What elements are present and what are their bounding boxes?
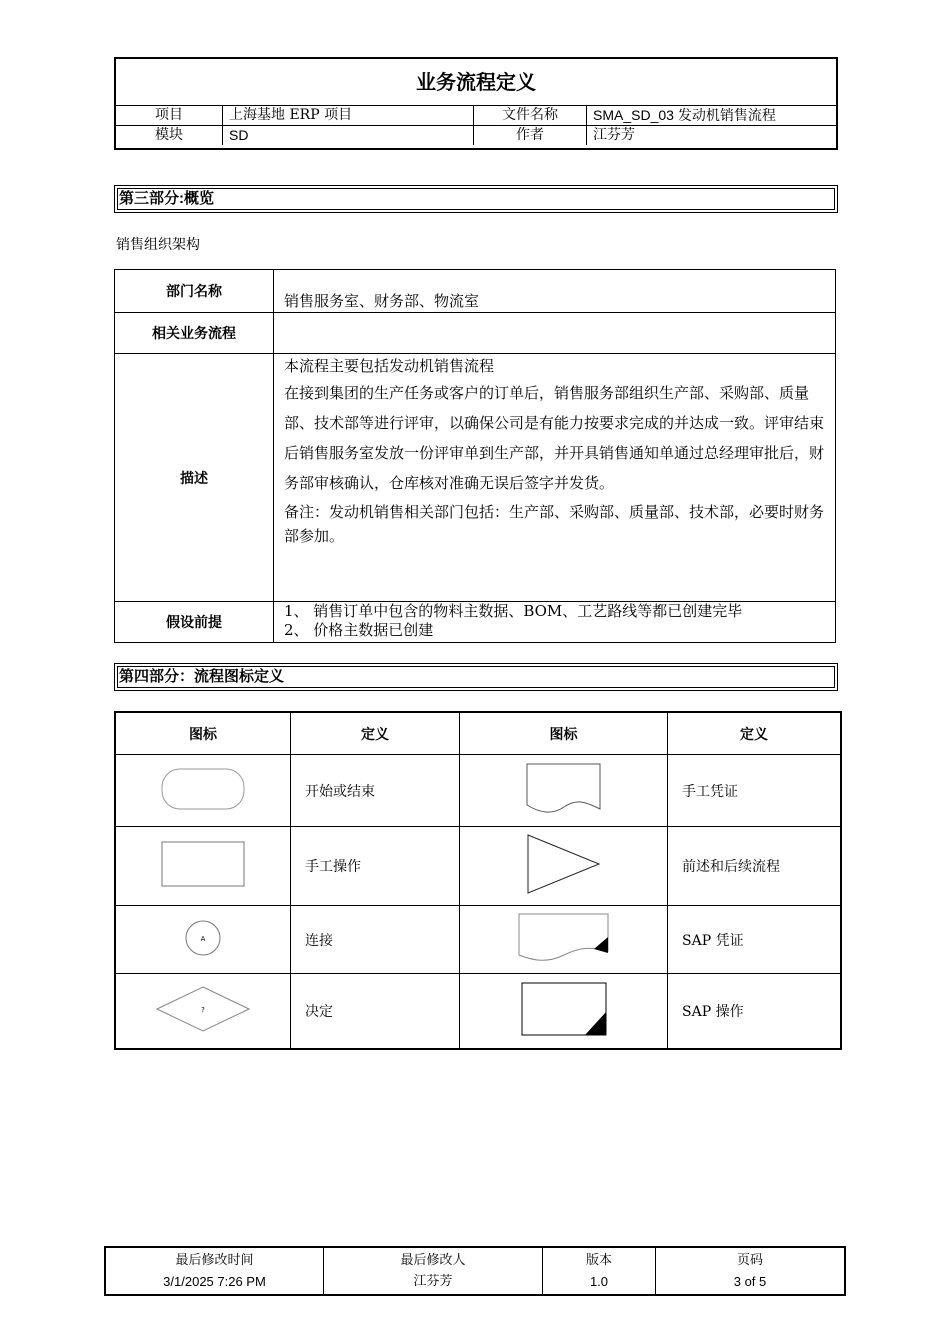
desc-paragraph: 在接到集团的生产任务或客户的订单后，销售服务部组织生产部、采购部、质量部、技术部等进行评审，以确保公司是有能力按要求完成的并达成一致。评审结束后销售服务室发放一份评审单到生产部，并开具销售通知单通过总经理审批后，财务部审核确认，仓库核对准确无误后签字并发货。	[284, 384, 825, 492]
modified-by-label: 最后修改人	[400, 1253, 466, 1268]
section4-bar	[114, 663, 838, 691]
version-value: 1.0	[589, 1274, 609, 1289]
sap-document-icon	[460, 906, 668, 974]
icon-definition-table	[114, 711, 842, 1050]
author-value: 江芬芳	[587, 126, 837, 146]
section3-title: 第三部分:概览	[117, 188, 835, 210]
sap-operation-icon	[460, 974, 668, 1049]
assume-item-2: 2、 价格主数据已创建	[284, 621, 434, 639]
module-value: SD	[223, 126, 474, 146]
rounded-rect-icon	[115, 755, 291, 827]
document-footer	[104, 1246, 846, 1296]
icon-header-1: 图标	[115, 712, 291, 755]
decision-mark: ?	[201, 1005, 205, 1014]
process-label: 相关业务流程	[115, 313, 274, 354]
connector-circle-icon	[115, 906, 291, 974]
section4-title: 第四部分：流程图标定义	[117, 666, 835, 688]
footer-version	[543, 1248, 656, 1294]
dept-value-text: 销售服务室、财务部、物流室	[284, 292, 480, 310]
file-value: SMA_SD_03 发动机销售流程	[587, 106, 837, 126]
modified-time-value: 3/1/2025 7:26 PM	[163, 1274, 266, 1289]
icon-header-2: 图标	[460, 712, 668, 755]
overview-table	[114, 269, 836, 643]
document-icon	[460, 755, 668, 827]
page-label: 页码	[736, 1253, 763, 1268]
def-manual-document: 手工凭证	[668, 755, 842, 827]
header-info-table	[116, 106, 836, 145]
def-decision: 决定	[291, 974, 460, 1049]
def-connector: 连接	[291, 906, 460, 974]
modified-time-label: 最后修改时间	[175, 1253, 254, 1268]
author-label: 作者	[474, 126, 587, 146]
desc-value	[274, 354, 836, 602]
desc-line1: 本流程主要包括发动机销售流程	[284, 357, 495, 375]
project-value: 上海基地 ERP 项目	[223, 106, 474, 126]
dept-value	[274, 270, 836, 313]
desc-label: 描述	[115, 354, 274, 602]
def-sap-operation: SAP 操作	[668, 974, 842, 1049]
assume-value	[274, 602, 836, 643]
page-value: 3 of 5	[733, 1274, 767, 1289]
dept-label: 部门名称	[115, 270, 274, 313]
desc-note: 备注：发动机销售相关部门包括：生产部、采购部、质量部、技术部，必要时财务部参加。	[284, 503, 825, 545]
def-header-1: 定义	[291, 712, 460, 755]
modified-by-value: 江芬芳	[413, 1274, 453, 1289]
section3-subtitle: 销售组织架构	[116, 237, 200, 253]
module-label: 模块	[116, 126, 223, 146]
footer-modified-by	[324, 1248, 543, 1294]
section3-bar	[114, 185, 838, 213]
connector-letter: A	[200, 934, 206, 943]
footer-modified-time	[106, 1248, 324, 1294]
assume-item-1: 1、 销售订单中包含的物料主数据、BOM、工艺路线等都已创建完毕	[284, 602, 743, 620]
def-header-2: 定义	[668, 712, 842, 755]
def-sap-document: SAP 凭证	[668, 906, 842, 974]
def-manual-operation: 手工操作	[291, 827, 460, 906]
def-start-end: 开始或结束	[291, 755, 460, 827]
rectangle-icon	[115, 827, 291, 906]
triangle-icon	[460, 827, 668, 906]
document-title: 业务流程定义	[116, 59, 836, 106]
project-label: 项目	[116, 106, 223, 126]
file-label: 文件名称	[474, 106, 587, 126]
def-prev-next-process: 前述和后续流程	[668, 827, 842, 906]
assume-label: 假设前提	[115, 602, 274, 643]
version-label: 版本	[585, 1253, 612, 1268]
document-header	[114, 57, 838, 150]
process-value	[274, 313, 836, 354]
footer-page	[656, 1248, 845, 1294]
decision-diamond-icon	[115, 974, 291, 1049]
